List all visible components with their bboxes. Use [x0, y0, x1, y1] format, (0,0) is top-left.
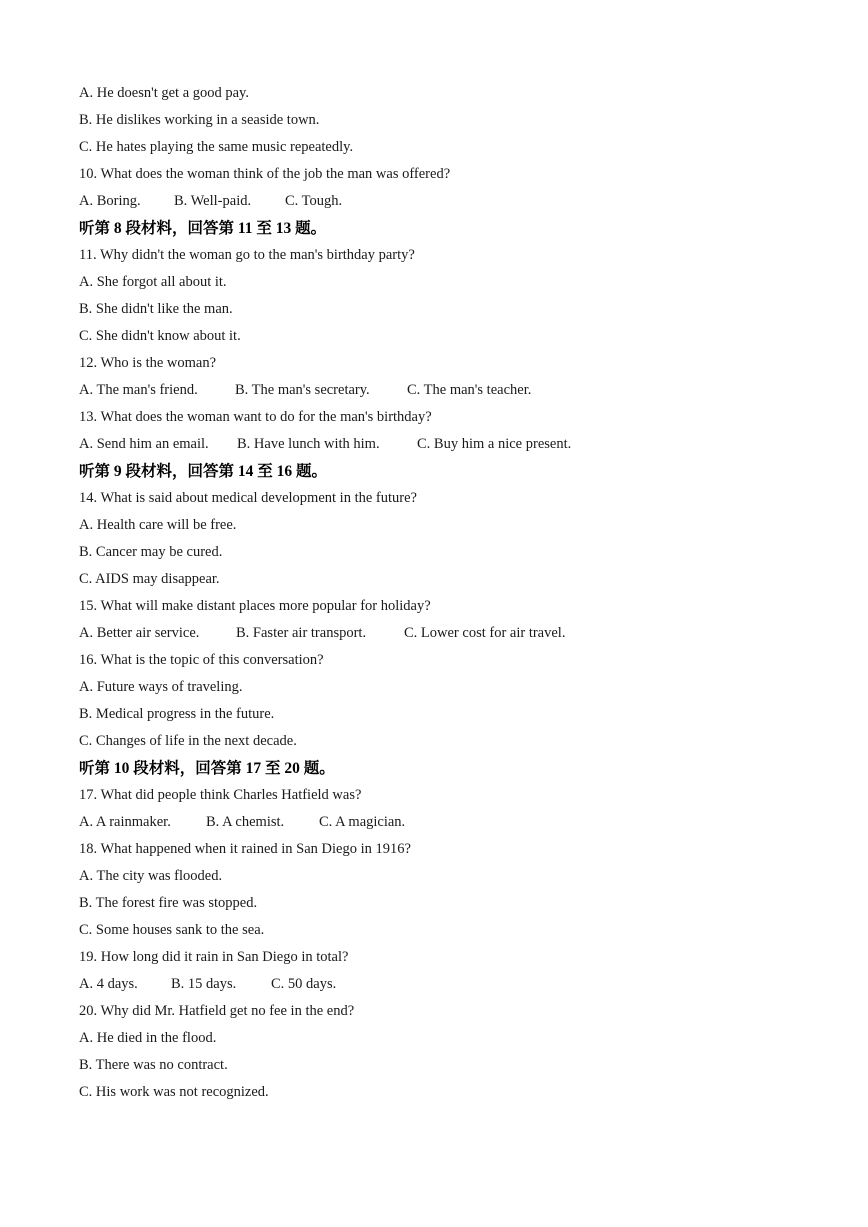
q18-option-b: B. The forest fire was stopped.: [79, 895, 258, 911]
q9-option-b: B. He dislikes working in a seaside town.: [79, 112, 320, 128]
q10-option-a: A. Boring.: [79, 193, 141, 209]
q15-options: [79, 620, 839, 647]
q17-option-c: C. A magician.: [319, 814, 406, 830]
q12-question: 12. Who is the woman?: [79, 355, 217, 371]
q20-option-b: B. There was no contract.: [79, 1057, 228, 1073]
q13-option-c: C. Buy him a nice present.: [417, 436, 572, 452]
q20-question: 20. Why did Mr. Hatfield get no fee in the end?: [79, 1003, 355, 1019]
q15-option-c: C. Lower cost for air travel.: [404, 625, 566, 641]
q9-option-c: C. He hates playing the same music repeatedly.: [79, 139, 354, 155]
q10-option-c: C. Tough.: [285, 193, 343, 209]
q12-option-b: B. The man's secretary.: [235, 382, 370, 398]
q18-option-a: A. The city was flooded.: [79, 868, 223, 884]
q18-question: 18. What happened when it rained in San Diego in 1916?: [79, 841, 411, 857]
q14-option-a: A. Health care will be free.: [79, 517, 237, 533]
q19-option-c: C. 50 days.: [271, 976, 337, 992]
section10-heading: 听第 10 段材料，回答第 17 至 20 题。: [79, 760, 335, 777]
q13-question: 13. What does the woman want to do for the man's birthday?: [79, 409, 432, 425]
q16-option-c: C. Changes of life in the next decade.: [79, 733, 297, 749]
q17-question: 17. What did people think Charles Hatfield was?: [79, 787, 362, 803]
q17-option-a: A. A rainmaker.: [79, 814, 171, 830]
q19-question: 19. How long did it rain in San Diego in total?: [79, 949, 349, 965]
q12-options: [79, 377, 839, 404]
q10-options: [79, 188, 839, 215]
q16-option-b: B. Medical progress in the future.: [79, 706, 275, 722]
q12-option-a: A. The man's friend.: [79, 382, 198, 398]
q13-option-b: B. Have lunch with him.: [237, 436, 380, 452]
exam-content: [79, 80, 839, 1106]
q15-option-b: B. Faster air transport.: [236, 625, 367, 641]
q9-option-a: A. He doesn't get a good pay.: [79, 85, 249, 101]
q11-question: 11. Why didn't the woman go to the man's birthday party?: [79, 247, 415, 263]
q19-option-a: A. 4 days.: [79, 976, 138, 992]
q11-option-a: A. She forgot all about it.: [79, 274, 227, 290]
q11-option-b: B. She didn't like the man.: [79, 301, 233, 317]
q14-question: 14. What is said about medical development in the future?: [79, 490, 417, 506]
q11-option-c: C. She didn't know about it.: [79, 328, 241, 344]
q14-option-c: C. AIDS may disappear.: [79, 571, 220, 587]
q13-options: [79, 431, 839, 458]
section8-heading: 听第 8 段材料，回答第 11 至 13 题。: [79, 220, 327, 237]
q10-question: 10. What does the woman think of the job the man was offered?: [79, 166, 451, 182]
q20-option-c: C. His work was not recognized.: [79, 1084, 269, 1100]
q10-option-b: B. Well-paid.: [174, 193, 252, 209]
q12-option-c: C. The man's teacher.: [407, 382, 532, 398]
q16-question: 16. What is the topic of this conversation?: [79, 652, 324, 668]
section9-heading: 听第 9 段材料，回答第 14 至 16 题。: [79, 463, 328, 480]
q18-option-c: C. Some houses sank to the sea.: [79, 922, 265, 938]
q17-options: [79, 809, 839, 836]
q20-option-a: A. He died in the flood.: [79, 1030, 217, 1046]
q15-question: 15. What will make distant places more popular for holiday?: [79, 598, 431, 614]
q19-options: [79, 971, 839, 998]
q17-option-b: B. A chemist.: [206, 814, 285, 830]
q16-option-a: A. Future ways of traveling.: [79, 679, 243, 695]
q15-option-a: A. Better air service.: [79, 625, 200, 641]
q19-option-b: B. 15 days.: [171, 976, 237, 992]
q14-option-b: B. Cancer may be cured.: [79, 544, 223, 560]
q13-option-a: A. Send him an email.: [79, 436, 209, 452]
